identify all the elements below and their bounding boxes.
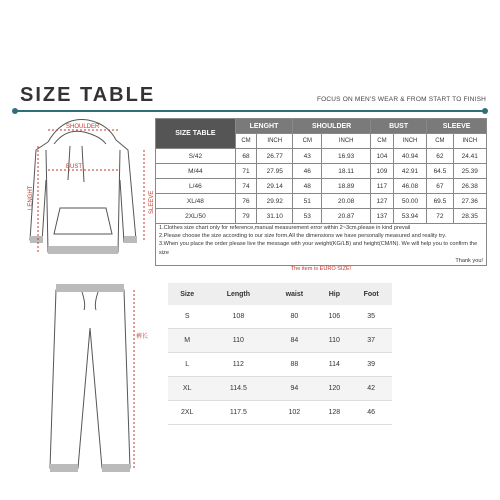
table-cell: 16.93	[322, 149, 371, 164]
group-header: LENGHT	[235, 119, 292, 134]
table-cell: 29.14	[257, 179, 293, 194]
table-cell: 108	[206, 305, 270, 329]
table-cell: 106	[318, 305, 350, 329]
size-header-cell: SIZE TABLE	[156, 119, 236, 149]
table-cell: 117.5	[206, 401, 270, 425]
table-cell: 80	[270, 305, 318, 329]
table-row	[156, 149, 487, 164]
table-cell: 50.00	[393, 194, 426, 209]
table-cell: 74	[235, 179, 257, 194]
column-header: Size	[168, 283, 206, 305]
length-label: LENGHT	[28, 185, 34, 210]
table-cell: 42.91	[393, 164, 426, 179]
note-line: 1.Clothes size chart only for reference,manual measurement error within 2~3cm,please in kind prevail	[159, 225, 411, 231]
table-cell: 62	[427, 149, 453, 164]
table-cell: 137	[370, 209, 393, 224]
unit-cell: INCH	[322, 134, 371, 149]
pants-waistband	[56, 284, 124, 292]
size-notes	[155, 222, 487, 273]
table-cell: 46.08	[393, 179, 426, 194]
bust-label: BUST	[66, 164, 83, 170]
table-cell: XL/48	[156, 194, 236, 209]
table-cell: 102	[270, 401, 318, 425]
table-cell: 71	[235, 164, 257, 179]
thanks-text: Thank you!	[455, 257, 483, 264]
table-cell: 2XL	[168, 401, 206, 425]
unit-cell: INCH	[393, 134, 426, 149]
table-row	[156, 164, 487, 179]
table-cell: 26.77	[257, 149, 293, 164]
table-cell: M/44	[156, 164, 236, 179]
unit-cell: CM	[370, 134, 393, 149]
table-cell: 46	[293, 164, 322, 179]
note-line: 2.Please choose the size according to our size form.All the dimensions we have personally measured and reality try.	[159, 233, 447, 240]
table-cell: 26.38	[453, 179, 486, 194]
unit-cell: INCH	[453, 134, 486, 149]
left-ankle-cuff	[50, 464, 78, 472]
table-cell: 48	[293, 179, 322, 194]
table-cell: 42	[350, 377, 392, 401]
table-cell: 35	[350, 305, 392, 329]
table-row	[168, 329, 392, 353]
table-header-row	[156, 119, 487, 134]
table-cell: 110	[318, 329, 350, 353]
table-cell: 117	[370, 179, 393, 194]
waistband	[48, 246, 118, 254]
table-cell: 128	[318, 401, 350, 425]
table-cell: 51	[293, 194, 322, 209]
table-cell: 114	[318, 353, 350, 377]
pants-length-label: 裤长	[136, 334, 149, 340]
group-header: BUST	[370, 119, 426, 134]
table-cell: 88	[270, 353, 318, 377]
right-cuff	[124, 236, 137, 243]
table-cell: XL	[168, 377, 206, 401]
table-header-row	[168, 283, 392, 305]
table-cell: 112	[206, 353, 270, 377]
column-header: waist	[270, 283, 318, 305]
table-cell: 28.35	[453, 209, 486, 224]
table-cell: 84	[270, 329, 318, 353]
table-cell: 67	[427, 179, 453, 194]
hoodie-diagram	[8, 110, 158, 270]
unit-cell: INCH	[257, 134, 293, 149]
table-cell: 31.10	[257, 209, 293, 224]
table-cell: L/46	[156, 179, 236, 194]
page-title: SIZE TABLE	[20, 84, 156, 106]
table-cell: 68	[235, 149, 257, 164]
hoodie-size-table	[155, 118, 487, 224]
unit-cell: CM	[293, 134, 322, 149]
column-header: Length	[206, 283, 270, 305]
table-cell: 18.89	[322, 179, 371, 194]
sleeve-label: SLEEVE	[149, 190, 155, 214]
table-cell: 20.87	[322, 209, 371, 224]
table-row	[156, 179, 487, 194]
table-cell: 94	[270, 377, 318, 401]
table-cell: 114.5	[206, 377, 270, 401]
right-ankle-cuff	[102, 464, 130, 472]
table-cell: 53.94	[393, 209, 426, 224]
table-cell: 25.39	[453, 164, 486, 179]
column-header: Foot	[350, 283, 392, 305]
column-header: Hip	[318, 283, 350, 305]
pants-diagram	[20, 278, 160, 478]
table-cell: 20.08	[322, 194, 371, 209]
table-cell: 27.95	[257, 164, 293, 179]
left-cuff	[30, 236, 43, 243]
table-row	[168, 401, 392, 425]
table-cell: 79	[235, 209, 257, 224]
note-line: 3.When you place the order please live the message with your weight(KG/LB) and height(CM/IN). We will help you to confirm the size	[159, 241, 478, 256]
table-cell: 24.41	[453, 149, 486, 164]
table-cell: 27.36	[453, 194, 486, 209]
table-cell: 39	[350, 353, 392, 377]
table-cell: 76	[235, 194, 257, 209]
unit-cell: CM	[427, 134, 453, 149]
table-cell: 69.5	[427, 194, 453, 209]
table-cell: M	[168, 329, 206, 353]
table-cell: 110	[206, 329, 270, 353]
shoulder-label: SHOULDER	[66, 124, 100, 130]
table-cell: 127	[370, 194, 393, 209]
tagline: FOCUS ON MEN'S WEAR & FROM START TO FINISH	[316, 96, 486, 103]
table-cell: S/42	[156, 149, 236, 164]
table-row	[168, 305, 392, 329]
table-row	[168, 353, 392, 377]
table-cell: L	[168, 353, 206, 377]
pants-size-table	[168, 283, 392, 425]
table-cell: 109	[370, 164, 393, 179]
table-cell: S	[168, 305, 206, 329]
euro-size-note: The item is EURO SIZE!	[290, 266, 352, 273]
table-cell: 40.94	[393, 149, 426, 164]
table-cell: 46	[350, 401, 392, 425]
table-row	[156, 194, 487, 209]
table-cell: 120	[318, 377, 350, 401]
table-cell: 64.5	[427, 164, 453, 179]
group-header: SLEEVE	[427, 119, 487, 134]
table-row	[168, 377, 392, 401]
table-cell: 29.92	[257, 194, 293, 209]
table-cell: 104	[370, 149, 393, 164]
table-cell: 2XL/50	[156, 209, 236, 224]
group-header: SHOULDER	[293, 119, 371, 134]
table-cell: 18.11	[322, 164, 371, 179]
table-cell: 53	[293, 209, 322, 224]
table-cell: 43	[293, 149, 322, 164]
unit-cell: CM	[235, 134, 257, 149]
table-cell: 72	[427, 209, 453, 224]
table-cell: 37	[350, 329, 392, 353]
